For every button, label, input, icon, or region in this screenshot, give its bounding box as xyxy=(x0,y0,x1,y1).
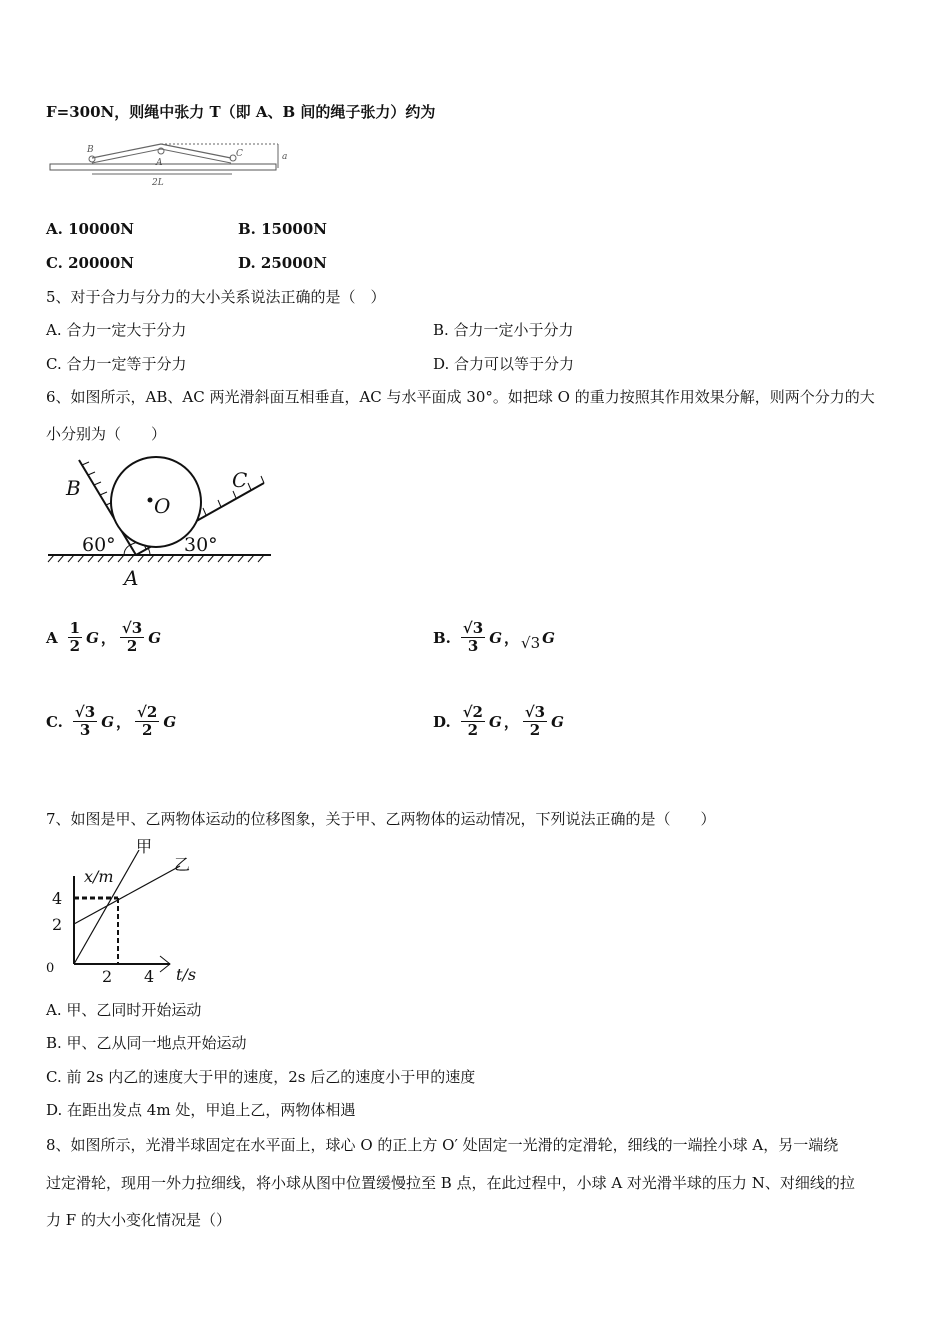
q6-option-d-frac1-num: √2 xyxy=(462,703,483,721)
q4-label-b: B xyxy=(87,145,94,155)
q6-option-b-frac1-num: √3 xyxy=(462,619,484,637)
q7-label-x-axis: t/s xyxy=(176,965,197,984)
q4-figure xyxy=(46,132,306,192)
q5-option-a[interactable]: A. 合力一定大于分力 xyxy=(46,321,187,339)
q6-option-c-letter: C. xyxy=(46,712,63,731)
q7-option-b[interactable]: B. 甲、乙从同一地点开始运动 xyxy=(46,1034,247,1052)
q6-option-a-frac2-den: 2 xyxy=(126,637,138,655)
q6-option-a-fraction-1 xyxy=(68,620,82,655)
q4-label-span: 2L xyxy=(152,178,164,188)
q6-label-b: B xyxy=(66,476,81,500)
q6-option-d-fraction-1 xyxy=(461,704,485,739)
q6-option-c-frac1-num: √3 xyxy=(74,703,96,721)
q4-label-a: A xyxy=(156,158,163,168)
q6-option-b-fraction-1 xyxy=(461,620,485,655)
q6-option-c-frac1-den: 3 xyxy=(79,721,91,739)
q7-label-origin: 0 xyxy=(46,961,55,976)
q6-option-b[interactable] xyxy=(433,620,555,655)
q7-option-c[interactable]: C. 前 2s 内乙的速度大于甲的速度，2s 后乙的速度小于甲的速度 xyxy=(46,1068,476,1086)
q4-stem: F=300N，则绳中张力 T（即 A、B 间的绳子张力）约为 xyxy=(46,103,436,121)
q6-option-a-fraction-2 xyxy=(120,620,144,655)
q6-option-d-fraction-2 xyxy=(523,704,547,739)
q6-option-c[interactable] xyxy=(46,704,176,739)
q4-option-a[interactable]: A. 10000N xyxy=(46,220,134,238)
q7-label-x4: 4 xyxy=(144,967,155,986)
q6-option-b-unit-1: G xyxy=(489,628,503,647)
q7-label-y4: 4 xyxy=(52,889,63,908)
q6-figure xyxy=(46,455,276,590)
q6-option-c-sep: ， xyxy=(116,713,132,731)
q6-option-c-frac2-num: √2 xyxy=(137,703,158,721)
q8-line1: 8、如图所示，光滑半球固定在水平面上，球心 O 的正上方 O′ 处固定一光滑的定滑轮，细线的一端拴小球 A，另一端绕 xyxy=(46,1136,839,1154)
q7-label-y2: 2 xyxy=(52,915,63,934)
q6-option-d-frac2-den: 2 xyxy=(529,721,541,739)
q7-label-jia: 甲 xyxy=(136,837,153,856)
q6-option-a-frac2-num: √3 xyxy=(121,619,143,637)
q6-option-a-letter: A xyxy=(46,628,58,647)
q6-option-a[interactable] xyxy=(46,620,161,655)
q6-option-d-unit-1: G xyxy=(489,712,502,731)
q6-option-c-fraction-2 xyxy=(135,704,159,739)
q5-option-d[interactable]: D. 合力可以等于分力 xyxy=(433,355,575,373)
q6-option-b-unit-2: G xyxy=(542,628,555,647)
q7-label-yi: 乙 xyxy=(174,855,191,874)
q7-label-x2: 2 xyxy=(102,967,113,986)
q6-option-a-sep: ， xyxy=(100,629,116,647)
q6-option-c-unit-1: G xyxy=(101,712,115,731)
q6-label-angle-right: 30° xyxy=(184,534,218,556)
q6-label-a: A xyxy=(124,566,139,590)
q6-label-angle-left: 60° xyxy=(82,534,116,556)
q6-option-b-frac1-den: 3 xyxy=(467,637,479,655)
q7-label-y-axis: x/m xyxy=(84,867,114,886)
q6-option-d-frac1-den: 2 xyxy=(467,721,479,739)
q5-stem: 5、对于合力与分力的大小关系说法正确的是（ ） xyxy=(46,288,386,306)
q6-stem-line1: 6、如图所示，AB、AC 两光滑斜面互相垂直，AC 与水平面成 30°。如把球 O 的重力按照其作用效果分解，则两个分力的大 xyxy=(46,388,875,406)
q6-option-a-unit-1: G xyxy=(86,628,99,647)
q4-option-d[interactable]: D. 25000N xyxy=(238,254,327,272)
q4-label-height: a xyxy=(282,152,288,162)
q6-label-o: O xyxy=(154,494,171,518)
q6-option-d-letter: D. xyxy=(433,712,451,731)
q6-option-c-fraction-1 xyxy=(73,704,97,739)
q6-option-d-sep: ， xyxy=(503,713,519,731)
q5-option-b[interactable]: B. 合力一定小于分力 xyxy=(433,321,574,339)
q8-line2: 过定滑轮，现用一外力拉细线，将小球从图中位置缓慢拉至 B 点，在此过程中，小球 A 对光滑半球的压力 N、对细线的拉 xyxy=(46,1174,855,1192)
q6-option-a-frac1-num: 1 xyxy=(69,619,81,637)
q6-option-a-unit-2: G xyxy=(148,628,162,647)
q6-option-b-plain: √3 xyxy=(521,633,541,652)
q4-option-b[interactable]: B. 15000N xyxy=(238,220,328,238)
q6-option-d-frac2-num: √3 xyxy=(524,703,546,721)
q6-stem-line2: 小分别为（ ） xyxy=(46,425,167,443)
q7-figure xyxy=(42,836,222,986)
q8-line3: 力 F 的大小变化情况是（） xyxy=(46,1211,231,1229)
q7-option-a[interactable]: A. 甲、乙同时开始运动 xyxy=(46,1001,202,1019)
q6-option-c-frac2-den: 2 xyxy=(141,721,153,739)
q6-option-c-unit-2: G xyxy=(163,712,177,731)
q6-option-b-letter: B. xyxy=(433,628,451,647)
q6-option-d[interactable] xyxy=(433,704,564,739)
q7-option-d[interactable]: D. 在距出发点 4m 处，甲追上乙，两物体相遇 xyxy=(46,1101,356,1119)
q4-option-c[interactable]: C. 20000N xyxy=(46,254,135,272)
q6-option-b-sep: ， xyxy=(504,629,520,647)
q5-option-c[interactable]: C. 合力一定等于分力 xyxy=(46,355,187,373)
q6-option-a-frac1-den: 2 xyxy=(69,637,81,655)
q6-option-d-unit-2: G xyxy=(551,712,564,731)
q7-stem: 7、如图是甲、乙两物体运动的位移图象，关于甲、乙两物体的运动情况，下列说法正确的是（ ） xyxy=(46,810,716,828)
q4-label-c: C xyxy=(236,149,243,159)
q6-label-c: C xyxy=(232,468,248,492)
